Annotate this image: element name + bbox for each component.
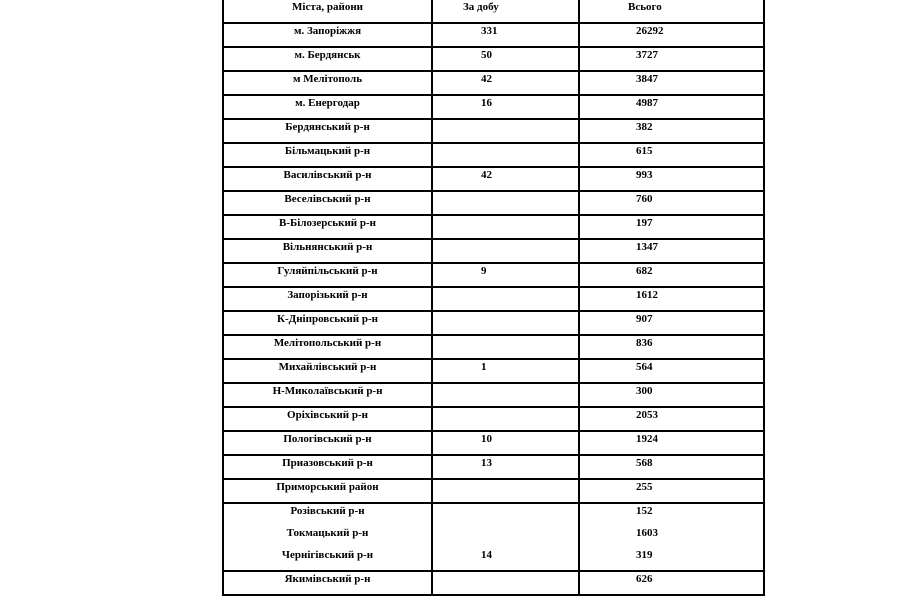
table-row: [223, 359, 764, 383]
cell-total: 26292: [579, 23, 764, 47]
cell-total: 1612: [579, 287, 764, 311]
cell-total: 564: [579, 359, 764, 383]
cell-total: 1603: [579, 526, 764, 548]
cell-district-name: Мелітопольський р-н: [223, 335, 432, 359]
table-row: [223, 239, 764, 263]
cell-total: 319: [579, 548, 764, 571]
cell-per-day: [432, 215, 579, 239]
table-row: [223, 23, 764, 47]
cell-per-day: 1: [432, 359, 579, 383]
cell-district-name: Пологівський р-н: [223, 431, 432, 455]
cell-total: 255: [579, 479, 764, 503]
cell-total: 197: [579, 215, 764, 239]
header-per-day: За добу: [432, 0, 579, 23]
cell-total: 615: [579, 143, 764, 167]
cell-total: 907: [579, 311, 764, 335]
table-row: [223, 311, 764, 335]
table-row: [223, 167, 764, 191]
table-row: [223, 71, 764, 95]
cell-district-name: К-Дніпровський р-н: [223, 311, 432, 335]
cell-district-name: Розівський р-н: [223, 503, 432, 526]
cell-district-name: Запорізький р-н: [223, 287, 432, 311]
cell-district-name: Вільнянський р-н: [223, 239, 432, 263]
cell-district-name: Токмацький р-н: [223, 526, 432, 548]
cell-per-day: [432, 571, 579, 595]
table-row: [223, 335, 764, 359]
cell-district-name: В-Білозерський р-н: [223, 215, 432, 239]
cell-total: 4987: [579, 95, 764, 119]
table-row: [223, 47, 764, 71]
cell-district-name: Приморський район: [223, 479, 432, 503]
table-row: [223, 431, 764, 455]
table-row: [223, 95, 764, 119]
cell-total: 3727: [579, 47, 764, 71]
cell-district-name: Веселівський р-н: [223, 191, 432, 215]
cell-district-name: м Мелітополь: [223, 71, 432, 95]
table-row: [223, 143, 764, 167]
cell-district-name: Більмацький р-н: [223, 143, 432, 167]
table-row: [223, 455, 764, 479]
cell-district-name: Якимівський р-н: [223, 571, 432, 595]
cell-district-name: м. Запоріжжя: [223, 23, 432, 47]
cell-per-day: [432, 407, 579, 431]
cell-per-day: 50: [432, 47, 579, 71]
cell-per-day: [432, 143, 579, 167]
header-cities-districts: Міста, райони: [223, 0, 432, 23]
table-row: [223, 526, 764, 548]
cell-per-day: 14: [432, 548, 579, 571]
cell-total: 152: [579, 503, 764, 526]
cell-per-day: [432, 503, 579, 526]
cell-district-name: м. Бердянськ: [223, 47, 432, 71]
table-row: [223, 215, 764, 239]
table-row: [223, 119, 764, 143]
table-row: [223, 407, 764, 431]
cell-district-name: м. Енергодар: [223, 95, 432, 119]
cell-district-name: Приазовський р-н: [223, 455, 432, 479]
table-row: [223, 263, 764, 287]
table-row: [223, 287, 764, 311]
statistics-table: [222, 0, 765, 596]
cell-district-name: Гуляйпільський р-н: [223, 263, 432, 287]
cell-district-name: Н-Миколаївський р-н: [223, 383, 432, 407]
cell-per-day: [432, 526, 579, 548]
cell-per-day: [432, 335, 579, 359]
cell-per-day: 42: [432, 167, 579, 191]
cell-district-name: Оріхівський р-н: [223, 407, 432, 431]
cell-total: 1347: [579, 239, 764, 263]
cell-per-day: 10: [432, 431, 579, 455]
cell-total: 993: [579, 167, 764, 191]
cell-district-name: Михайлівський р-н: [223, 359, 432, 383]
cell-total: 568: [579, 455, 764, 479]
cell-per-day: [432, 311, 579, 335]
cell-total: 836: [579, 335, 764, 359]
cell-total: 760: [579, 191, 764, 215]
cell-total: 1924: [579, 431, 764, 455]
cell-per-day: [432, 239, 579, 263]
cell-district-name: Василівський р-н: [223, 167, 432, 191]
cell-per-day: [432, 119, 579, 143]
table-header-row: [223, 0, 764, 23]
cell-per-day: 42: [432, 71, 579, 95]
cell-total: 682: [579, 263, 764, 287]
cell-district-name: Чернігівський р-н: [223, 548, 432, 571]
table-row: [223, 383, 764, 407]
cell-per-day: [432, 383, 579, 407]
table-row: [223, 503, 764, 526]
table-row: [223, 191, 764, 215]
cell-per-day: [432, 191, 579, 215]
cell-total: 382: [579, 119, 764, 143]
cell-per-day: [432, 479, 579, 503]
cell-total: 300: [579, 383, 764, 407]
cell-district-name: Бердянський р-н: [223, 119, 432, 143]
cell-per-day: 16: [432, 95, 579, 119]
cell-per-day: 331: [432, 23, 579, 47]
cell-total: 2053: [579, 407, 764, 431]
table-row: [223, 571, 764, 595]
table-row: [223, 479, 764, 503]
cell-per-day: 9: [432, 263, 579, 287]
cell-per-day: 13: [432, 455, 579, 479]
table-body: [223, 23, 764, 595]
table-row: [223, 548, 764, 571]
cell-per-day: [432, 287, 579, 311]
cell-total: 626: [579, 571, 764, 595]
cell-total: 3847: [579, 71, 764, 95]
header-total: Всього: [579, 0, 764, 23]
